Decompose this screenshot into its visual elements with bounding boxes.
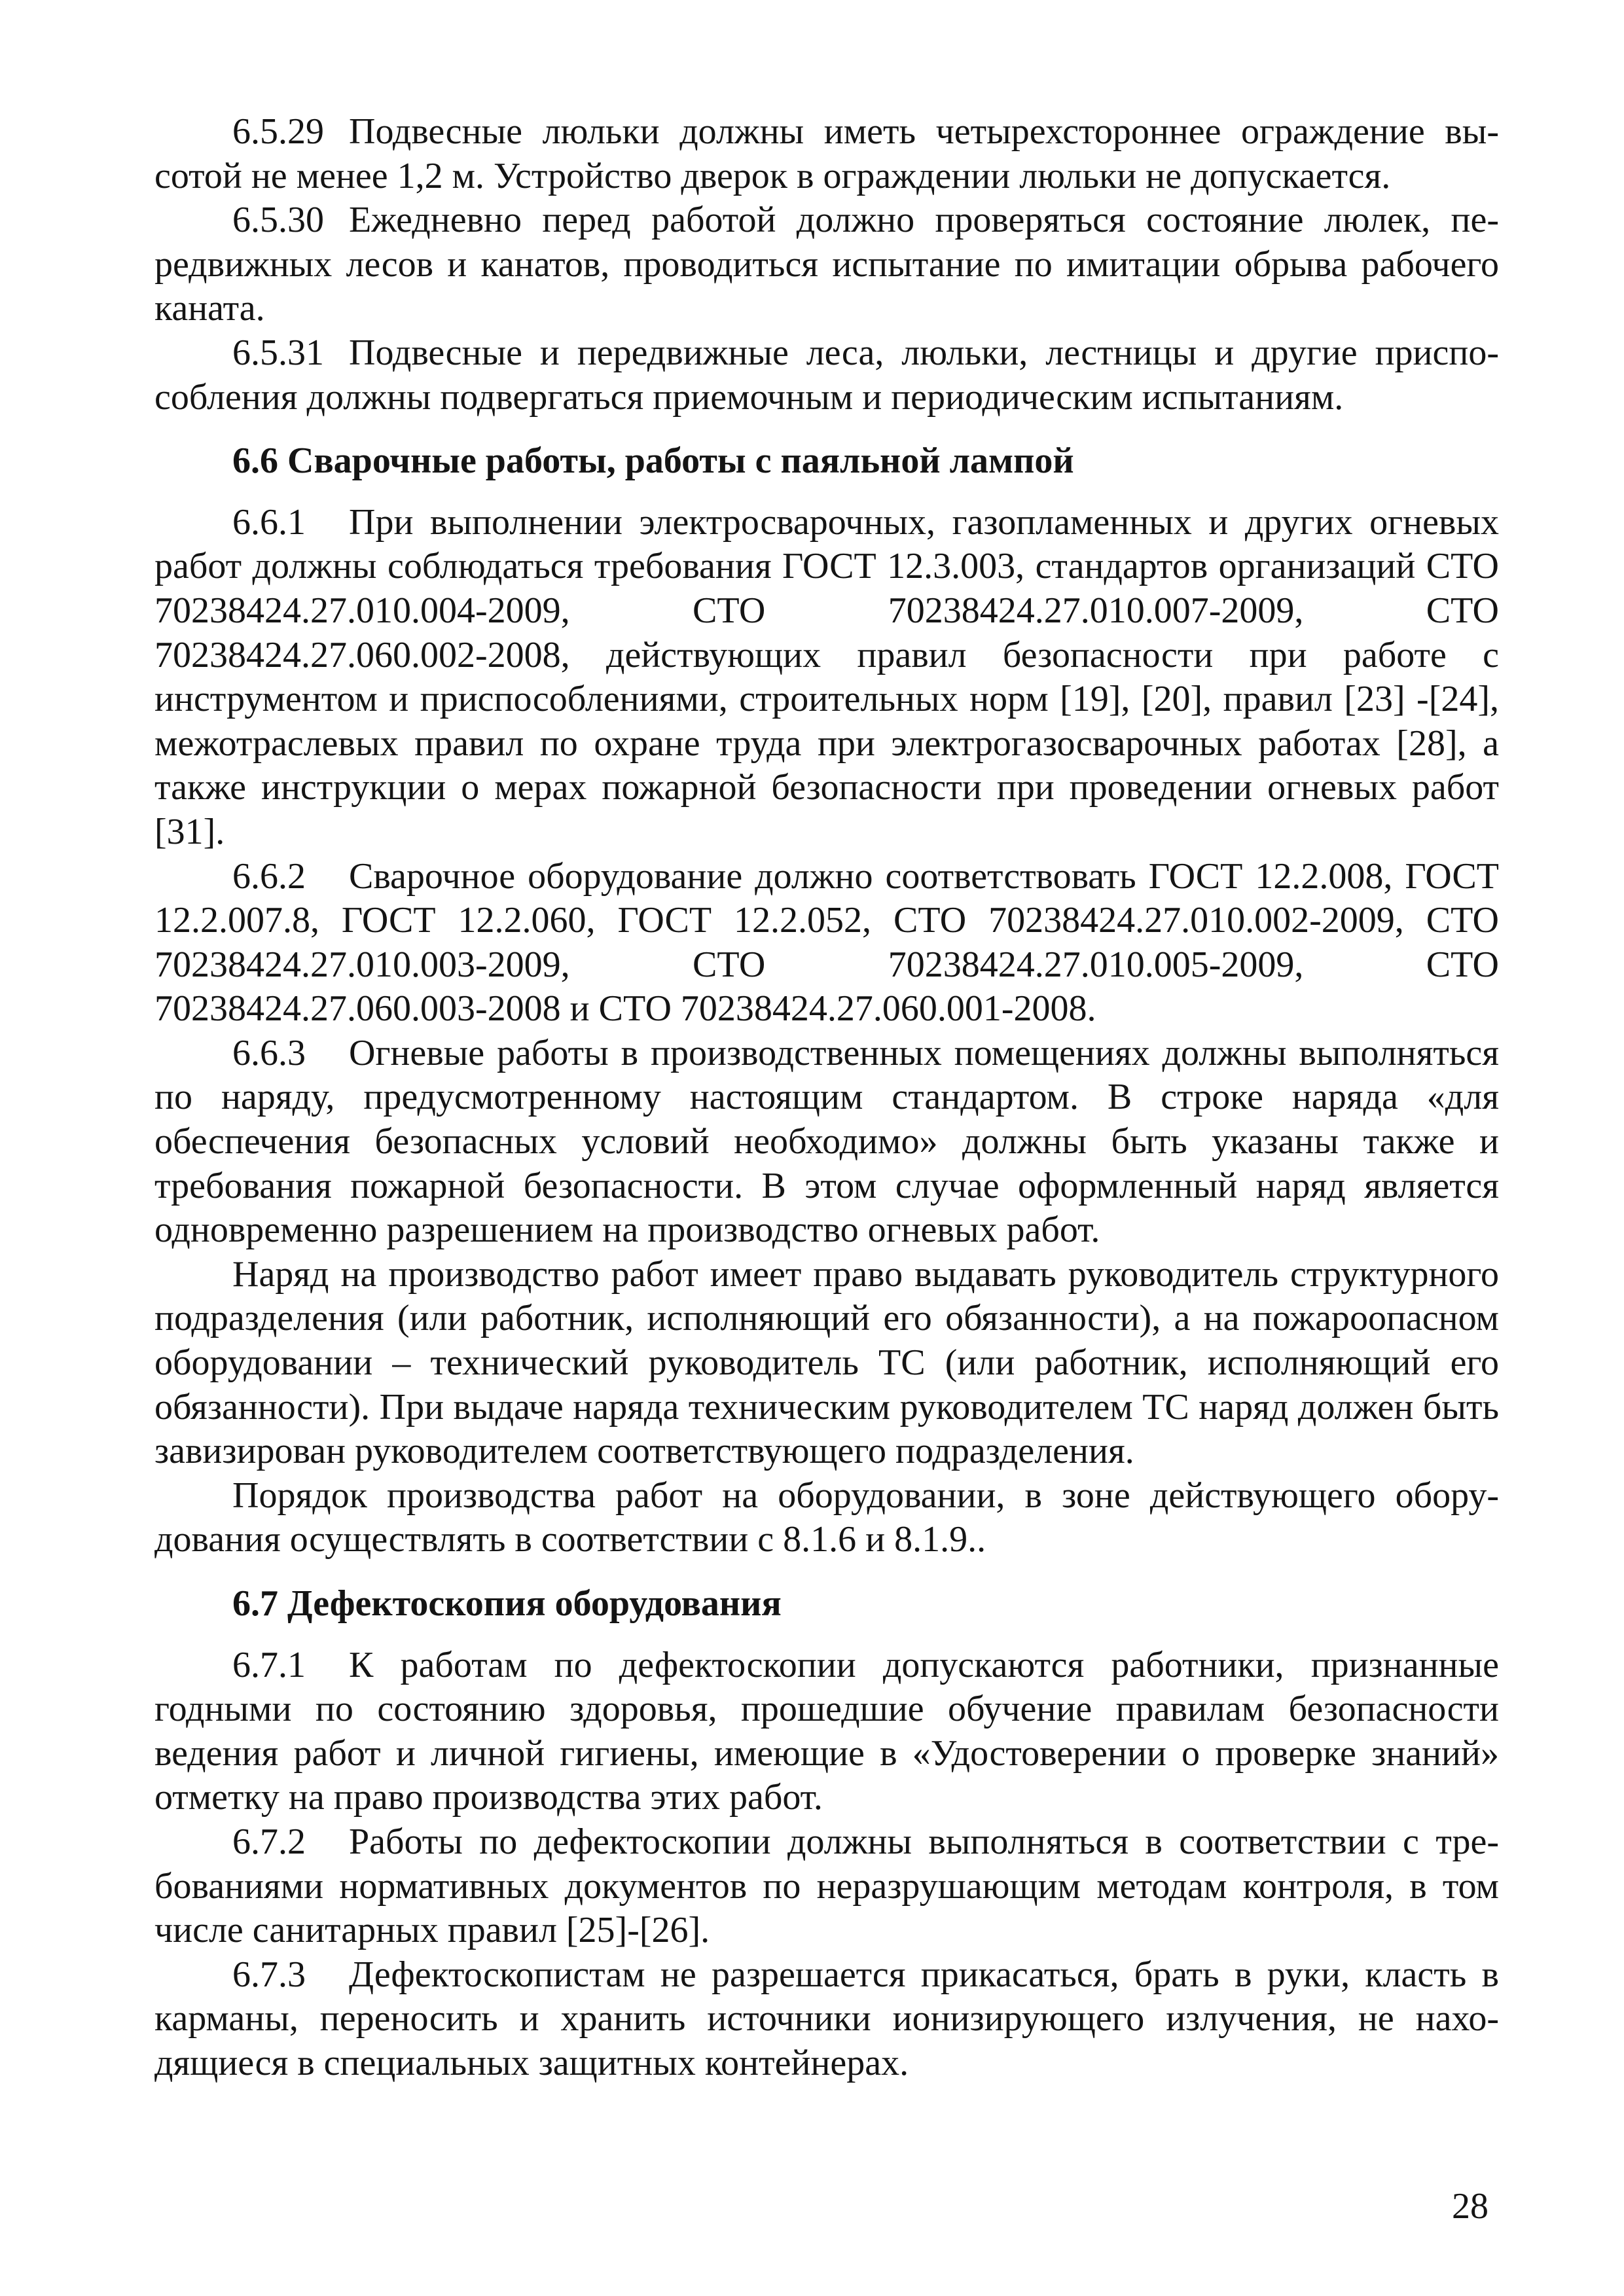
- paragraph-work-permit: [154, 1253, 1499, 1474]
- clause-6-6-2: [154, 855, 1499, 1031]
- clause-number: 6.6.1: [232, 501, 306, 543]
- clause-text: При выполнении электросварочных, газопламенных и других огневых работ должны соблюдаться требования ГОСТ 12.3.003, стандартов организаций СТО 70238424.27.010.004-2009, СТО 70238424.27.010.007-2009, СТО 70238424.27.060.002-2008, действующих правил безопасности при работе с инструментом и приспособлениями, строительных норм [19], [20], правил [23] -[24], межотраслевых правил по охране труда при электрогазосварочных работах [28], а также инструкции о мерах пожарной безопасности при проведении огневых работ [31].: [154, 501, 1499, 852]
- clause-6-5-29: [154, 110, 1499, 198]
- clause-number: 6.6.2: [232, 855, 306, 897]
- page-number: 28: [1452, 2186, 1489, 2227]
- clause-6-5-31: [154, 331, 1499, 420]
- clause-6-7-2: [154, 1820, 1499, 1953]
- clause-number: 6.7.1: [232, 1644, 306, 1685]
- clause-text: Сварочное оборудование должно соответствовать ГОСТ 12.2.008, ГОСТ 12.2.007.8, ГОСТ 12.2.060, ГОСТ 12.2.052, СТО 70238424.27.010.002-2009, СТО 70238424.27.010.003-2009, СТО 70238424.27.010.005-2009, СТО 70238424.27.060.003-2008 и СТО 70238424.27.060.001-2008.: [154, 855, 1499, 1030]
- clause-6-7-1: [154, 1643, 1499, 1820]
- clause-number: 6.7.2: [232, 1821, 306, 1862]
- paragraph-work-order: [154, 1474, 1499, 1562]
- clause-number: 6.5.31: [232, 332, 324, 373]
- clause-6-6-3: [154, 1031, 1499, 1253]
- clause-text: Подвесные и передвижные леса, люльки, лестницы и другие приспособления должны подвергаться приемочным и периодическим испытаниям.: [154, 332, 1499, 418]
- clause-number: 6.5.29: [232, 111, 324, 152]
- section-heading-6-7: 6.7 Дефектоскопия оборудования: [232, 1583, 782, 1624]
- clause-text: Дефектоскопистам не разрешается прикасаться, брать в руки, класть в карманы, переносить и хранить источники ионизирующего излучения, не находящиеся в специальных защитных контейнерах.: [154, 1954, 1499, 2083]
- paragraph-text: Наряд на производство работ имеет право выдавать руководитель структурного подразделения (или работник, исполняющий его обязанности), а на пожароопасном оборудовании – технический руководитель ТС (или работник, исполняющий его обязанности). При выдаче наряда техническим руководителем ТС наряд должен быть завизирован руководителем соответствующего подразделения.: [154, 1253, 1499, 1472]
- paragraph-text: Порядок производства работ на оборудовании, в зоне действующего оборудования осуществлять в соответствии с 8.1.6 и 8.1.9..: [154, 1475, 1499, 1560]
- clause-number: 6.7.3: [232, 1954, 306, 1995]
- clause-text: Огневые работы в производственных помещениях должны выполняться по наряду, предусмотренному настоящим стандартом. В строке наряда «для обеспечения безопасных условий необходимо» должны быть указаны также и требования пожарной безопасности. В этом случае оформленный наряд является одновременно разрешением на производство огневых работ.: [154, 1032, 1499, 1251]
- clause-number: 6.6.3: [232, 1032, 306, 1073]
- clause-text: К работам по дефектоскопии допускаются работники, признанные годными по состоянию здоровья, прошедшие обучение правилам безопасности ведения работ и личной гигиены, имеющие в «Удостоверении о проверке знаний» отметку на право производства этих работ.: [154, 1644, 1499, 1818]
- clause-6-6-1: [154, 501, 1499, 855]
- page-body: [154, 110, 1499, 2086]
- clause-text: Работы по дефектоскопии должны выполняться в соответствии с требованиями нормативных документов по неразрушающим методам контроля, в том числе санитарных правил [25]-[26].: [154, 1821, 1499, 1951]
- clause-6-7-3: [154, 1953, 1499, 2086]
- section-heading-6-6: 6.6 Сварочные работы, работы с паяльной лампой: [232, 440, 1074, 482]
- clause-number: 6.5.30: [232, 200, 324, 241]
- clause-text: Ежедневно перед работой должно проверяться состояние люлек, передвижных лесов и канатов, проводиться испытание по имитации обрыва рабочего каната.: [154, 200, 1499, 329]
- clause-6-5-30: [154, 198, 1499, 331]
- clause-text: Подвесные люльки должны иметь четырехстороннее ограждение высотой не менее 1,2 м. Устройство дверок в ограждении люльки не допускается.: [154, 111, 1499, 196]
